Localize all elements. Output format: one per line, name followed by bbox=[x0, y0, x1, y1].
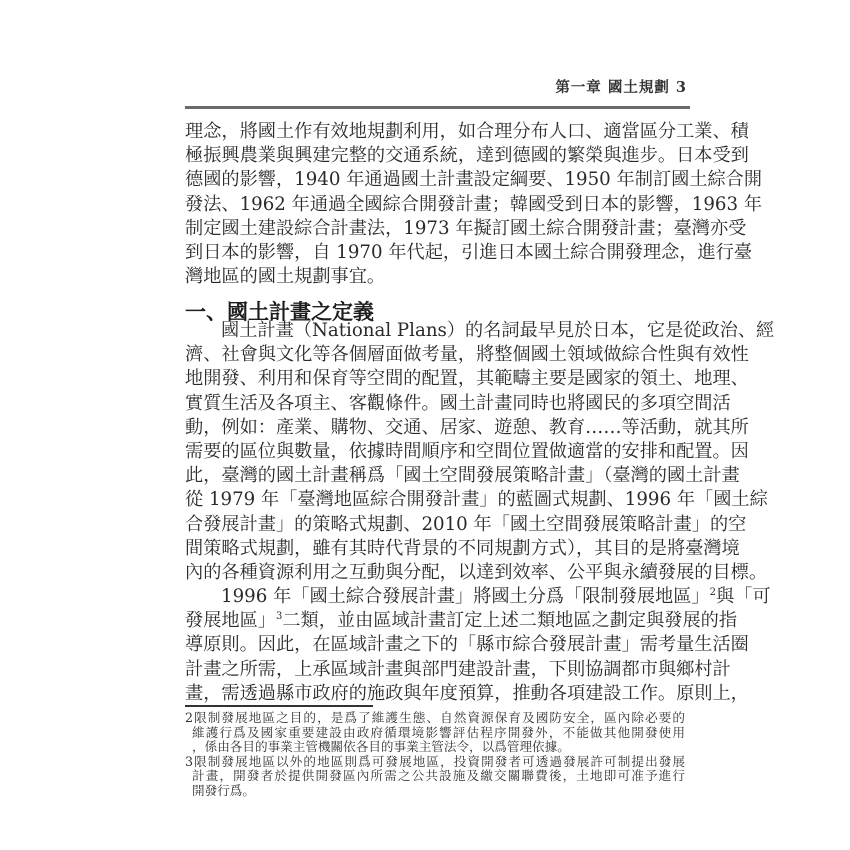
text-line: 間策略式規劃，雖有其時代背景的不同規劃方式），其目的是將臺灣境 bbox=[185, 537, 740, 559]
text-line: 極振興農業與興建完整的交通系統，達到德國的繁榮與進步。日本受到 bbox=[185, 145, 749, 167]
text-line: 計畫之所需，上承區域計畫與部門建設計畫，下則協調都市與鄉村計 bbox=[185, 658, 731, 680]
text-line: 理念，將國土作有效地規劃利用，如合理分布人口、適當區分工業、積 bbox=[185, 121, 749, 142]
text-line: 從 1979 年「臺灣地區綜合開發計畫」的藍圖式規劃、1996 年「國土綜 bbox=[185, 489, 768, 511]
header-rule bbox=[185, 106, 690, 109]
footnote-line: 計畫，開發者於提供開發區內所需之公共設施及繳交關聯費後，土地即可准予進行 bbox=[192, 768, 685, 784]
text-line-with-footnote-ref bbox=[185, 585, 771, 609]
text-segment: 1996 年「國土綜合發展計畫」將國土分爲「限制發展地區」 bbox=[221, 586, 710, 608]
footnote-line: 3限制發展地區以外的地區則爲可發展地區，投資開發者可透過發展許可制提出發展 bbox=[185, 753, 685, 769]
text-line: 發法、1962 年通過全國綜合開發計畫；韓國受到日本的影響，1963 年 bbox=[185, 193, 763, 215]
footnote-ref-2[interactable]: 2 bbox=[709, 587, 716, 598]
intro-paragraph bbox=[185, 120, 763, 289]
text-line: 實質生活及各項主、客觀條件。國土計畫同時也將國民的多項空間活 bbox=[185, 392, 731, 414]
text-line: 此，臺灣的國土計畫稱爲「國土空間發展策略計畫」（臺灣的國土計畫 bbox=[185, 465, 740, 487]
text-line: 國土計畫（National Plans）的名詞最早見於日本，它是從政治、經 bbox=[221, 320, 775, 341]
footnote-3 bbox=[185, 755, 685, 799]
footnote-rule bbox=[185, 705, 373, 707]
text-line: 灣地區的國土規劃事宜。 bbox=[185, 266, 386, 288]
footnote-ref-3[interactable]: 3 bbox=[275, 611, 283, 623]
text-line: 合發展計畫」的策略式規劃、2010 年「國土空間發展策略計畫」的空 bbox=[185, 513, 747, 535]
footnote-line: 維護行爲及國家重要建設由政府循環境影響評估程序開發外，不能做其他開發使用 bbox=[192, 724, 685, 740]
section-body bbox=[185, 319, 775, 706]
text-line: 德國的影響，1940 年通過國土計畫設定綱要、1950 年制訂國土綜合開 bbox=[185, 169, 763, 191]
footnotes bbox=[185, 711, 685, 799]
text-line: 到日本的影響，自 1970 年代起，引進日本國土綜合開發理念，進行臺 bbox=[185, 241, 753, 263]
section-heading: 一、國土計畫之定義 bbox=[185, 300, 374, 324]
text-line: 動，例如：產業、購物、交通、居家、遊憩、教育……等活動，就其所 bbox=[185, 416, 749, 438]
text-line: 濟、社會與文化等各個層面做考量，將整個國土領域做綜合性與有效性 bbox=[185, 344, 749, 366]
text-segment: 發展地區」 bbox=[185, 610, 276, 632]
footnote-line: 開發行爲。 bbox=[192, 782, 255, 798]
text-line: 地開發、利用和保育等空間的配置，其範疇主要是國家的領土、地理、 bbox=[185, 368, 749, 390]
text-line-with-footnote-ref bbox=[185, 609, 738, 633]
text-segment: 與「可 bbox=[715, 586, 771, 608]
footnote-2 bbox=[185, 711, 685, 755]
footnote-line: ，係由各目的事業主管機關依各目的事業主管法令，以爲管理依據。 bbox=[192, 739, 570, 755]
text-line: 制定國土建設綜合計畫法，1973 年擬訂國土綜合開發計畫；臺灣亦受 bbox=[185, 217, 747, 239]
text-line: 內的各種資源利用之互動與分配，以達到效率、公平與永續發展的目標。 bbox=[185, 561, 768, 583]
text-segment: 二類，並由區域計畫訂定上述二類地區之劃定與發展的指 bbox=[282, 610, 738, 632]
text-line: 畫，需透過縣市政府的施政與年度預算，推動各項建設工作。原則上， bbox=[185, 682, 749, 704]
text-line: 需要的區位與數量，依據時間順序和空間位置做適當的安排和配置。因 bbox=[185, 440, 749, 462]
text-line: 導原則。因此，在區域計畫之下的「縣市綜合發展計畫」需考量生活圈 bbox=[185, 634, 749, 656]
running-header: 第一章 國土規劃 3 bbox=[555, 79, 687, 96]
footnote-line: 2限制發展地區之目的，是爲了維護生態、自然資源保育及國防安全，區內除必要的 bbox=[185, 710, 685, 725]
